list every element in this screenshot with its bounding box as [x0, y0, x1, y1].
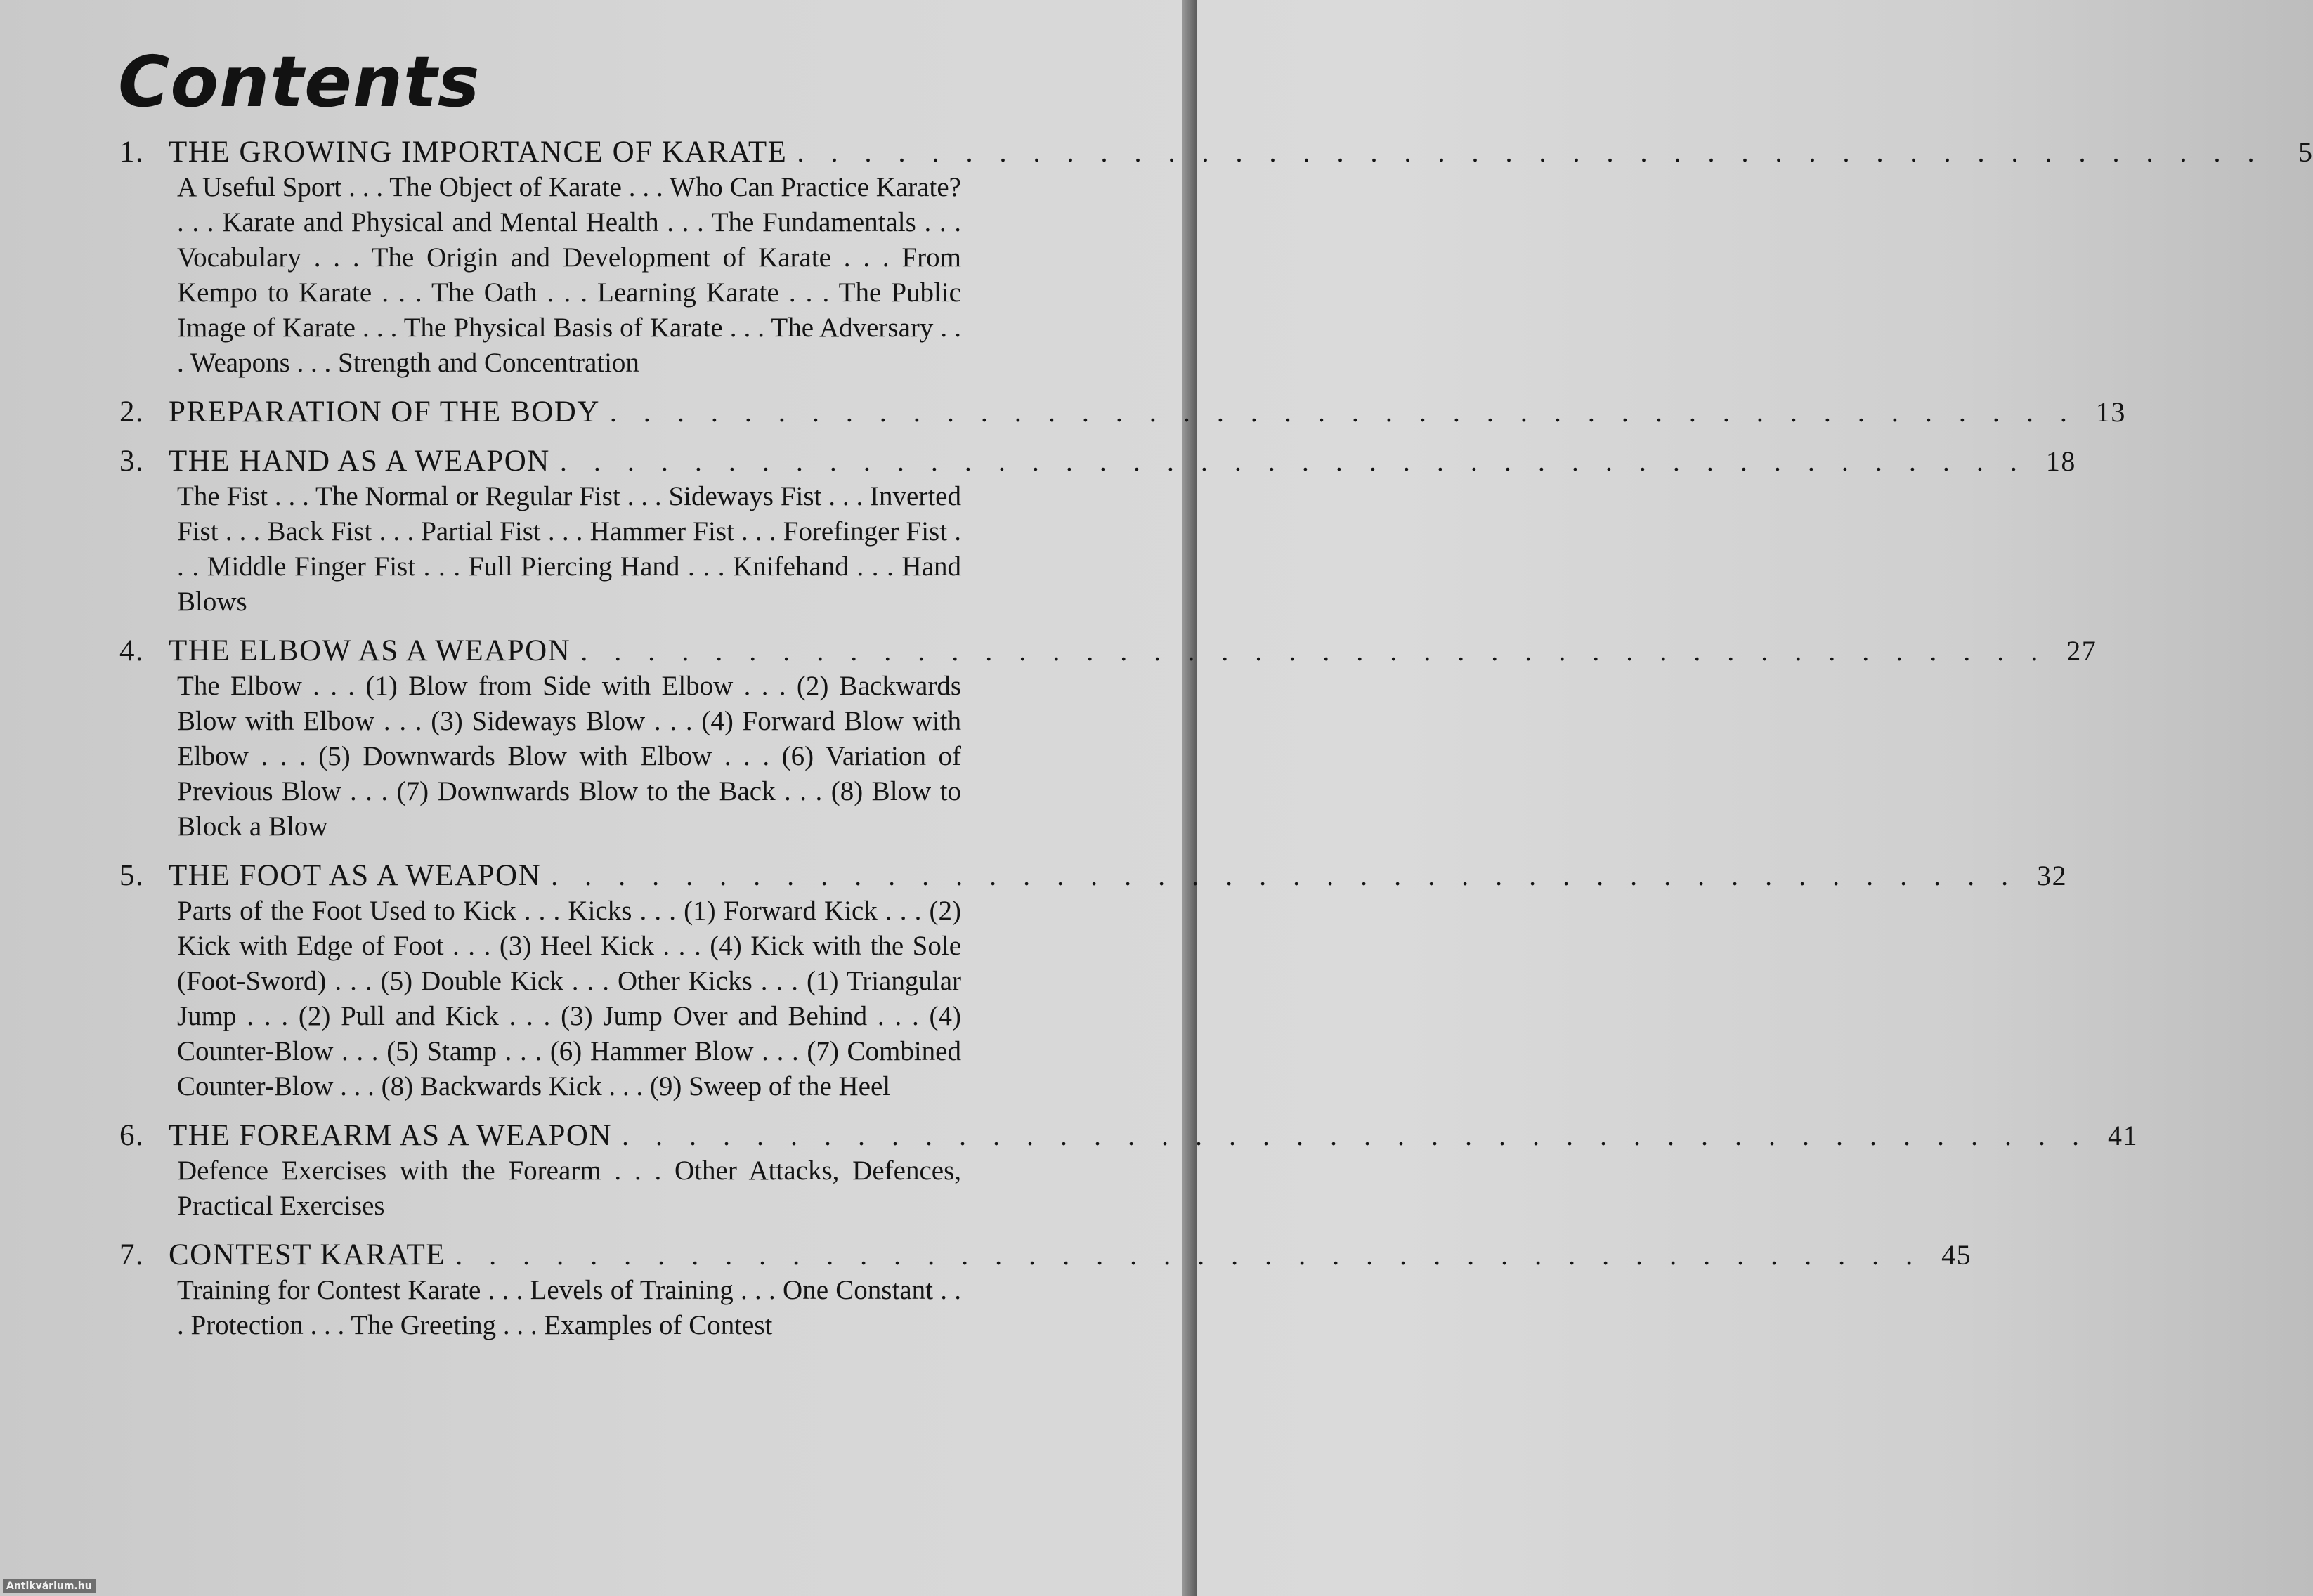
entry-page-number: 45 [1941, 1239, 1972, 1271]
table-of-contents [119, 135, 2313, 1357]
dot-leader: . . . . . . . . . . . . . . . . . . . . . . . . . . . . . . . . . . . . . . . . . . . . [551, 860, 2019, 891]
entry-heading: THE ELBOW AS A WEAPON [169, 634, 571, 667]
entry-page-number: 27 [2066, 635, 2097, 667]
dot-leader: . . . . . . . . . . . . . . . . . . . . . . . . . . . . . . . . . . . . . . . . . . . . [622, 1120, 2090, 1151]
entry-heading: CONTEST KARATE [169, 1238, 446, 1271]
toc-heading-row [119, 858, 2068, 894]
entry-heading: THE HAND AS A WEAPON [169, 445, 550, 478]
dot-leader: . . . . . . . . . . . . . . . . . . . . . . . . . . . . . . . . . . . . . . . . . . . . [455, 1239, 1923, 1271]
entry-page-number: 18 [2045, 445, 2076, 477]
entry-number: 4. [119, 634, 145, 667]
entry-number: 3. [119, 445, 145, 478]
entry-page-number: 13 [2095, 396, 2126, 428]
toc-entry-6 [119, 1118, 2139, 1224]
toc-heading-row [119, 444, 2076, 479]
toc-entry-4 [119, 634, 2097, 844]
entry-topics: The Fist . . . The Normal or Regular Fist . . . Sideways Fist . . . Inverted Fist . . . Back Fist . . . Partial Fist . . . Hammer Fist . . . Forefinger Fist . . . Middle Finger Fist . . . Full Piercing Hand . . . Knifehand . . . Hand Blows [177, 481, 961, 617]
entry-topics: Parts of the Foot Used to Kick . . . Kicks . . . (1) Forward Kick . . . (2) Kick with Edge of Foot . . . (3) Heel Kick . . . (4) Kick with the Sole (Foot-Sword) . . . (5) Double Kick . . . Other Kicks . . . (1) Triangular Jump . . . (2) Pull and Kick . . . (3) Jump Over and Behind . . . (4) Counter-Blow . . . (5) Stamp . . . (6) Hammer Blow . . . (7) Combined Counter-Blow . . . (8) Backwards Kick . . . (9) Sweep of the Heel [177, 896, 961, 1101]
dot-leader: . . . . . . . . . . . . . . . . . . . . . . . . . . . . . . . . . . . . . . . . . . . . [797, 136, 2265, 168]
toc-heading-row [119, 634, 2097, 669]
entry-page-number: 41 [2108, 1120, 2139, 1151]
entry-page-number: 32 [2037, 860, 2068, 891]
toc-entry-7 [119, 1238, 1972, 1343]
dot-leader: . . . . . . . . . . . . . . . . . . . . . . . . . . . . . . . . . . . . . . . . . . . . [580, 635, 2048, 667]
toc-heading-row [119, 135, 2313, 170]
toc-entry-1 [119, 135, 2313, 381]
entry-number: 2. [119, 395, 145, 429]
entry-topics: Defence Exercises with the Forearm . . . Other Attacks, Defences, Practical Exercises [177, 1156, 961, 1221]
entry-topics: A Useful Sport . . . The Object of Karate . . . Who Can Practice Karate? . . . Karate and Physical and Mental Health . . . The Fundamentals . . . Vocabulary . . . The Origin and Development of Karate . . . From Kempo to Karate . . . The Oath . . . Learning Karate . . . The Public Image of Karate . . . The Physical Basis of Karate . . . The Adversary . . . Weapons . . . Strength and Concentration [177, 172, 961, 378]
entry-heading: THE FOREARM AS A WEAPON [169, 1119, 613, 1152]
toc-heading-row [119, 1118, 2139, 1153]
entry-topics: Training for Contest Karate . . . Levels of Training . . . One Constant . . . Protection . . . The Greeting . . . Examples of Contest [177, 1275, 961, 1340]
toc-entry-3 [119, 444, 2076, 620]
dot-leader: . . . . . . . . . . . . . . . . . . . . . . . . . . . . . . . . . . . . . . . . . . . . [609, 396, 2077, 428]
entry-heading: THE GROWING IMPORTANCE OF KARATE [169, 136, 788, 169]
watermark-label: Antikvárium.hu [3, 1579, 96, 1593]
entry-number: 6. [119, 1119, 145, 1152]
entry-number: 5. [119, 859, 145, 892]
entry-heading: PREPARATION OF THE BODY [169, 395, 600, 429]
entry-page-number: 5 [2298, 136, 2313, 168]
toc-heading-row [119, 1238, 1972, 1273]
page-edge [1182, 0, 1197, 1596]
page-title: Contents [118, 41, 481, 123]
toc-entry-5 [119, 858, 2068, 1104]
toc-heading-row [119, 395, 2126, 430]
entry-number: 7. [119, 1238, 145, 1271]
entry-heading: THE FOOT AS A WEAPON [169, 859, 542, 892]
entry-topics: The Elbow . . . (1) Blow from Side with Elbow . . . (2) Backwards Blow with Elbow . . . (3) Sideways Blow . . . (4) Forward Blow with Elbow . . . (5) Downwards Blow with Elbow . . . (6) Variation of Previous Blow . . . (7) Downwards Blow to the Back . . . (8) Blow to Block a Blow [177, 671, 961, 842]
dot-leader: . . . . . . . . . . . . . . . . . . . . . . . . . . . . . . . . . . . . . . . . . . . . [559, 445, 2027, 477]
entry-number: 1. [119, 136, 145, 169]
toc-entry-2 [119, 395, 2126, 430]
